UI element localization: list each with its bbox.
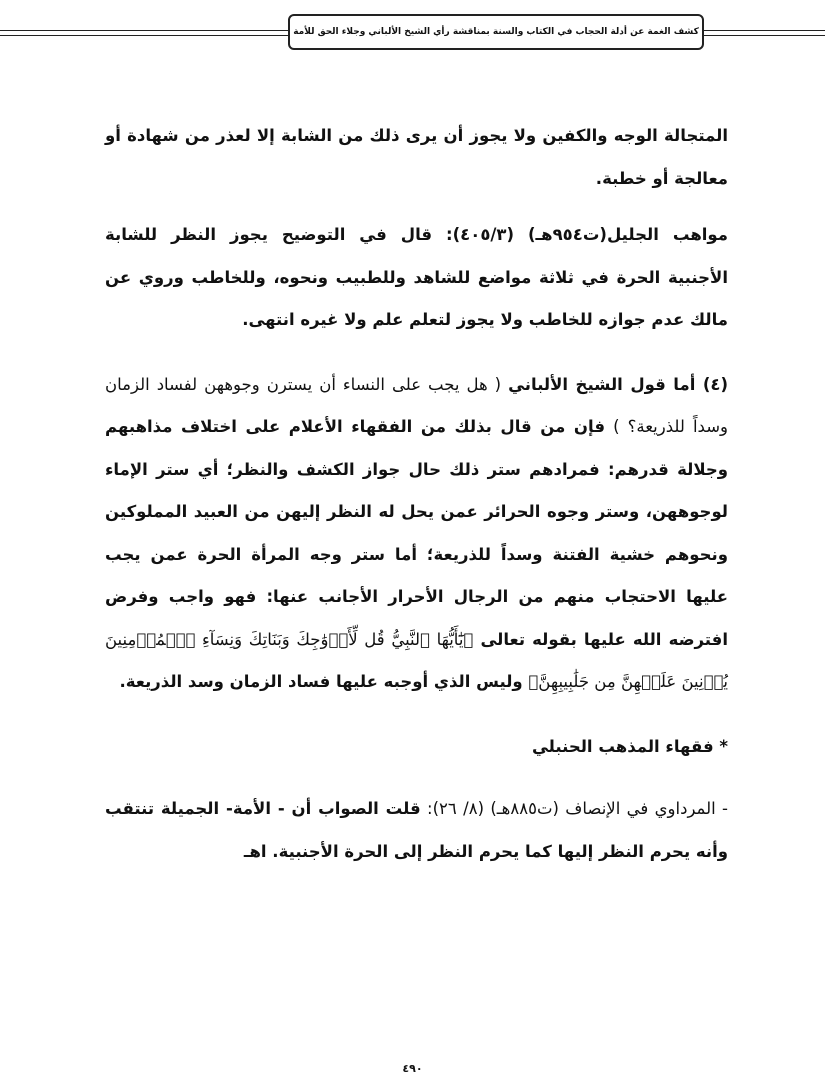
- paragraph-tail: وليس الذي أوجبه عليها فساد الزمان وسد الذريعة.: [119, 672, 529, 691]
- running-header: [288, 14, 704, 50]
- paragraph-lead: (٤) أما قول الشيخ الألباني: [508, 374, 729, 394]
- book-title: كشف الغمة عن أدلة الحجاب في الكتاب والسنة بمناقشة رأي الشيخ الألباني وجلاء الحق للأمة: [293, 27, 699, 37]
- paragraph-body: فإن من قال بذلك من الفقهاء الأعلام على اختلاف مذاهبهم وجلالة قدرهم: فمرادهم ستر ذلك حال جواز الكشف والنظر؛ أي ستر الإماء لوجوههن، وستر وجوه الحرائر عمن يحل له النظر إليهن من العبيد المملوكين ونحوهم خشية الفتنة وسداً للذريعة؛ أما ستر وجه المرأة الحرة عمن يجب عليها الاحتجاب منهم من الرجال الأحرار الأجانب عنها: فهو واجب وفرض افترضه الله عليها بقوله تعالى: [105, 417, 728, 649]
- citation-lead: - المرداوي في الإنصاف (ت٨٨٥هـ) (٨/ ٢٦):: [420, 799, 729, 818]
- paragraph-continuation: المتجالة الوجه والكفين ولا يجوز أن يرى ذلك من الشابة إلا لعذر من شهادة أو معالجة أو خطبة.: [105, 126, 728, 188]
- page-body: [105, 115, 728, 895]
- paragraph-mardawi: [105, 788, 728, 873]
- citation-body: قلت الصواب أن - الأمة- الجميلة تنتقب وأنه يحرم النظر إليها كما يحرم النظر إلى الحرة الأجنبية. اهـ: [105, 799, 728, 861]
- section-heading: * فقهاء المذهب الحنبلي: [531, 736, 728, 756]
- paragraph-mawahib: مواهب الجليل(ت٩٥٤هـ) (٤٠٥/٣): قال في التوضيح يجوز النظر للشابة الأجنبية الحرة في ثلاثة مواضع للشاهد وللطبيب ونحوه، وللخاطب وروي عن مالك عدم جوازه للخاطب ولا يجوز لتعلم علم ولا غيره انتهى.: [105, 225, 728, 329]
- page-number: ٤٩٠: [402, 1062, 423, 1075]
- paragraph-albani-response: [105, 364, 728, 704]
- quran-verse: ﴿يَٰٓأَيُّهَا ٱلنَّبِيُّ قُل لِّأَزۡوَٰجِكَ وَبَنَاتِكَ وَنِسَآءِ ٱلۡمُؤۡمِنِينَ يُدۡنِينَ عَلَيۡهِنَّ مِن جَلَٰبِيبِهِنَّ﴾: [105, 629, 728, 691]
- albani-quote: ( هل يجب على النساء أن يسترن وجوههن لفساد الزمان وسداً للذريعة؟ ): [105, 374, 728, 436]
